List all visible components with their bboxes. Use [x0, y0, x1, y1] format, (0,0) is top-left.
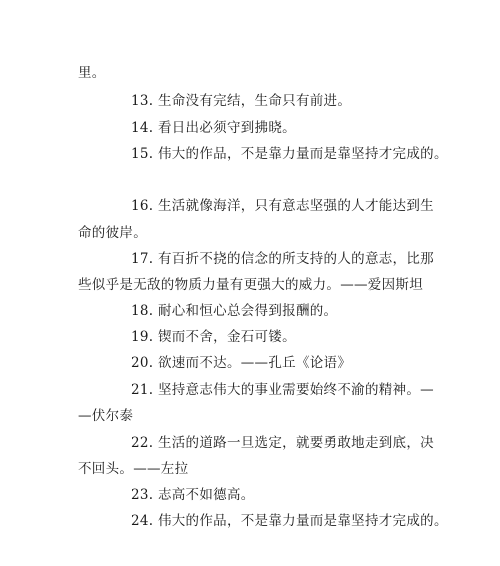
- quote-22-line-2: 不回头。——左拉: [78, 461, 189, 477]
- quote-21-line-1: 21. 坚持意志伟大的事业需要始终不渝的精神。—: [131, 382, 434, 398]
- quote-19: 19. 锲而不舍，金石可镂。: [131, 329, 296, 345]
- quote-13: 13. 生命没有完结，生命只有前进。: [131, 93, 352, 109]
- quote-16-line-2: 命的彼岸。: [78, 225, 147, 241]
- quote-18: 18. 耐心和恒心总会得到报酬的。: [131, 303, 338, 319]
- text-line-continuation: 里。: [78, 65, 106, 81]
- quote-14: 14. 看日出必须守到拂晓。: [131, 120, 296, 136]
- quote-24: 24. 伟大的作品，不是靠力量而是靠坚持才完成的。: [131, 513, 448, 529]
- page-bottom-fade: [0, 546, 500, 566]
- quote-15: 15. 伟大的作品，不是靠力量而是靠坚持才完成的。: [131, 146, 448, 162]
- quote-21-line-2: —伏尔泰: [78, 408, 134, 424]
- quote-22-line-1: 22. 生活的道路一旦选定，就要勇敢地走到底，决: [131, 435, 434, 451]
- quote-17-line-2: 些似乎是无敌的物质力量有更强大的威力。——爱因斯坦: [78, 277, 423, 293]
- quote-16-line-1: 16. 生活就像海洋，只有意志坚强的人才能达到生: [131, 198, 434, 214]
- quote-20: 20. 欲速而不达。——孔丘《论语》: [131, 355, 352, 371]
- quote-23: 23. 志高不如德高。: [131, 487, 255, 503]
- quote-17-line-1: 17. 有百折不挠的信念的所支持的人的意志，比那: [131, 251, 434, 267]
